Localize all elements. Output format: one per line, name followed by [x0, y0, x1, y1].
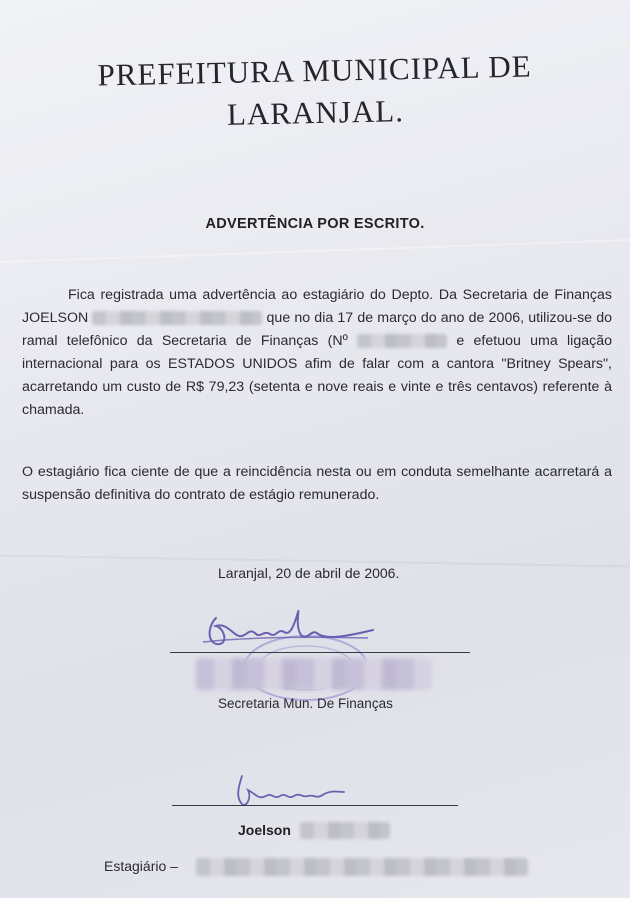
signature-line: [170, 652, 470, 653]
redacted-secretary-name: [196, 658, 432, 690]
redacted-surname: [92, 311, 262, 325]
secretary-title: Secretaria Mun. De Finanças: [218, 696, 393, 711]
place-date: Laranjal, 20 de abril de 2006.: [218, 565, 400, 581]
paragraph-text: e efetuou uma ligação internacional para os ESTADOS UNIDOS afim de falar com a cantora "Britney Spears", acarretando um custo de R$ 79,23 (setenta e nove reais e vinte e três centavos) referente à chamada.: [22, 333, 612, 418]
intern-name: Joelson: [238, 822, 291, 838]
letterhead-line-1: PREFEITURA MUNICIPAL DE: [97, 48, 532, 93]
secretary-signature: [198, 598, 378, 658]
redacted-intern-details: [196, 858, 528, 876]
warning-paragraph: [22, 284, 612, 422]
letterhead-line-2: LARANJAL.: [226, 93, 405, 132]
redacted-intern-surname: [300, 822, 390, 839]
paragraph-text: que no dia 17 de março do ano de 2006, utilizou-se do ramal telefônico da Secretaria de Finanças (Nº: [22, 310, 612, 349]
consequence-paragraph: O estagiário fica ciente de que a reincidência nesta ou em conduta semelhante acarretará a suspensão definitiva do contrato de estágio remunerado.: [22, 464, 612, 503]
intern-signature: [228, 768, 348, 810]
redacted-extension-number: [357, 334, 447, 348]
paper-crease: [0, 239, 630, 263]
signature-line: [172, 805, 458, 806]
intern-label: Estagiário –: [104, 858, 178, 874]
paragraph-text: Fica registrada uma advertência ao estagiário do Depto. Da Secretaria de Finanças JOELSON: [22, 287, 612, 326]
document-title: ADVERTÊNCIA POR ESCRITO.: [205, 216, 425, 232]
letterhead: [0, 43, 630, 140]
